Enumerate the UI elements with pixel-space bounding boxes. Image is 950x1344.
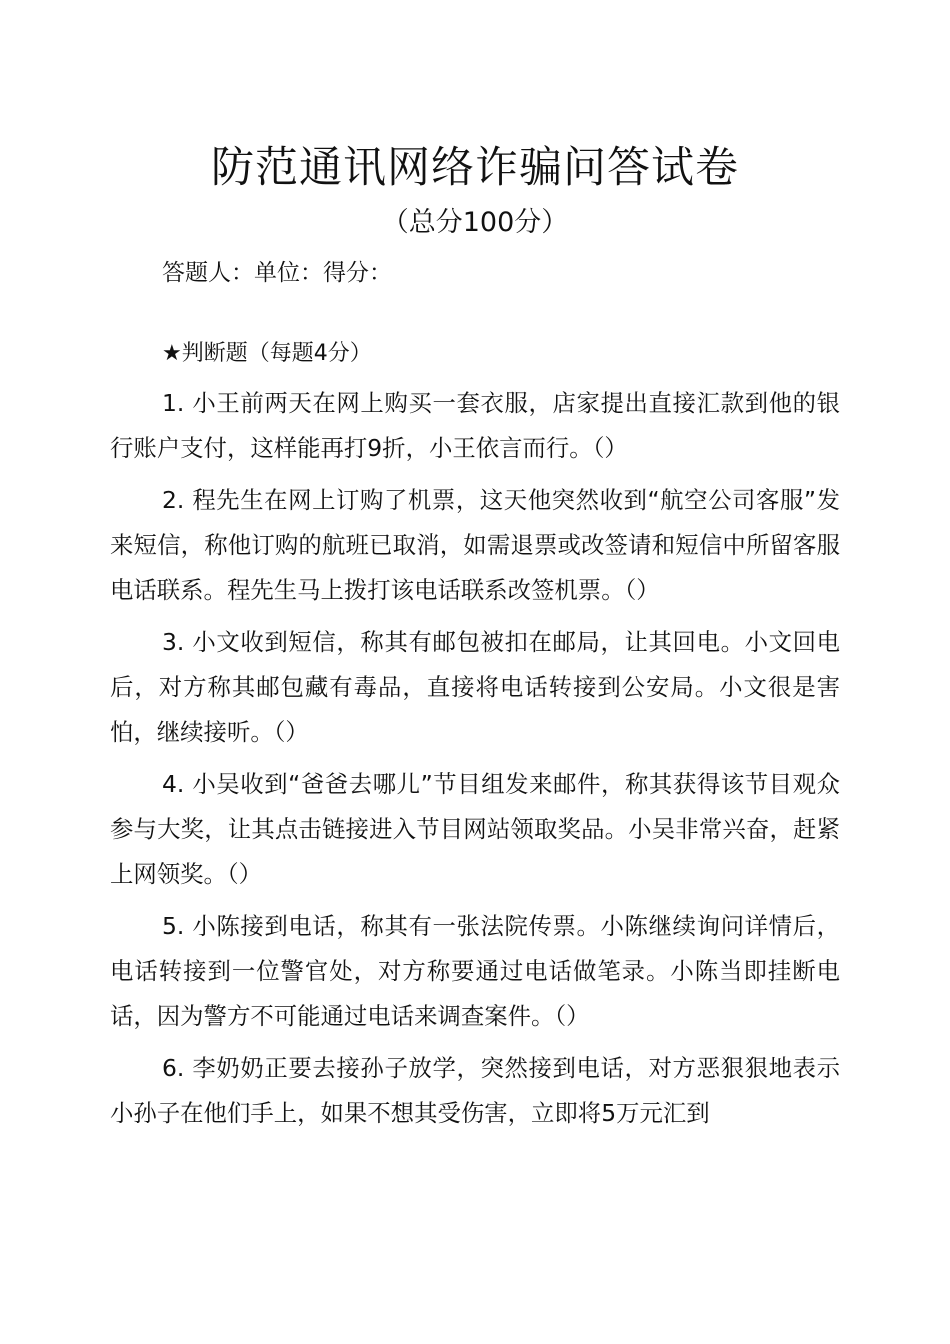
page-subtitle: （总分100分） [381,207,569,238]
question-item: 6. 李奶奶正要去接孙子放学，突然接到电话，对方恶狠狠地表示小孙子在他们手上，如果不想其受伤害，立即将5万元汇到 [110,1054,840,1127]
respondent-info-line: 答题人：单位：得分： [162,260,392,286]
section-heading: ★判断题（每题4分） [162,341,372,366]
question-item: 1. 小王前两天在网上购买一套衣服，店家提出直接汇款到他的银行账户支付，这样能再打9折，小王依言而行。（） [110,389,840,462]
question-list [110,381,840,1143]
question-item: 4. 小吴收到“爸爸去哪儿”节目组发来邮件，称其获得该节目观众参与大奖，让其点击链接进入节目网站领取奖品。小吴非常兴奋，赶紧上网领奖。（） [110,770,840,888]
question-item: 3. 小文收到短信，称其有邮包被扣在邮局，让其回电。小文回电后，对方称其邮包藏有毒品，直接将电话转接到公安局。小文很是害怕，继续接听。（） [110,628,840,746]
question-item: 5. 小陈接到电话，称其有一张法院传票。小陈继续询问详情后，电话转接到一位警官处，对方称要通过电话做笔录。小陈当即挂断电话，因为警方不可能通过电话来调查案件。（） [110,912,840,1030]
page-title: 防范通讯网络诈骗问答试卷 [211,143,739,193]
question-item: 2. 程先生在网上订购了机票，这天他突然收到“航空公司客服”发来短信，称他订购的航班已取消，如需退票或改签请和短信中所留客服电话联系。程先生马上拨打该电话联系改签机票。（） [110,486,840,604]
